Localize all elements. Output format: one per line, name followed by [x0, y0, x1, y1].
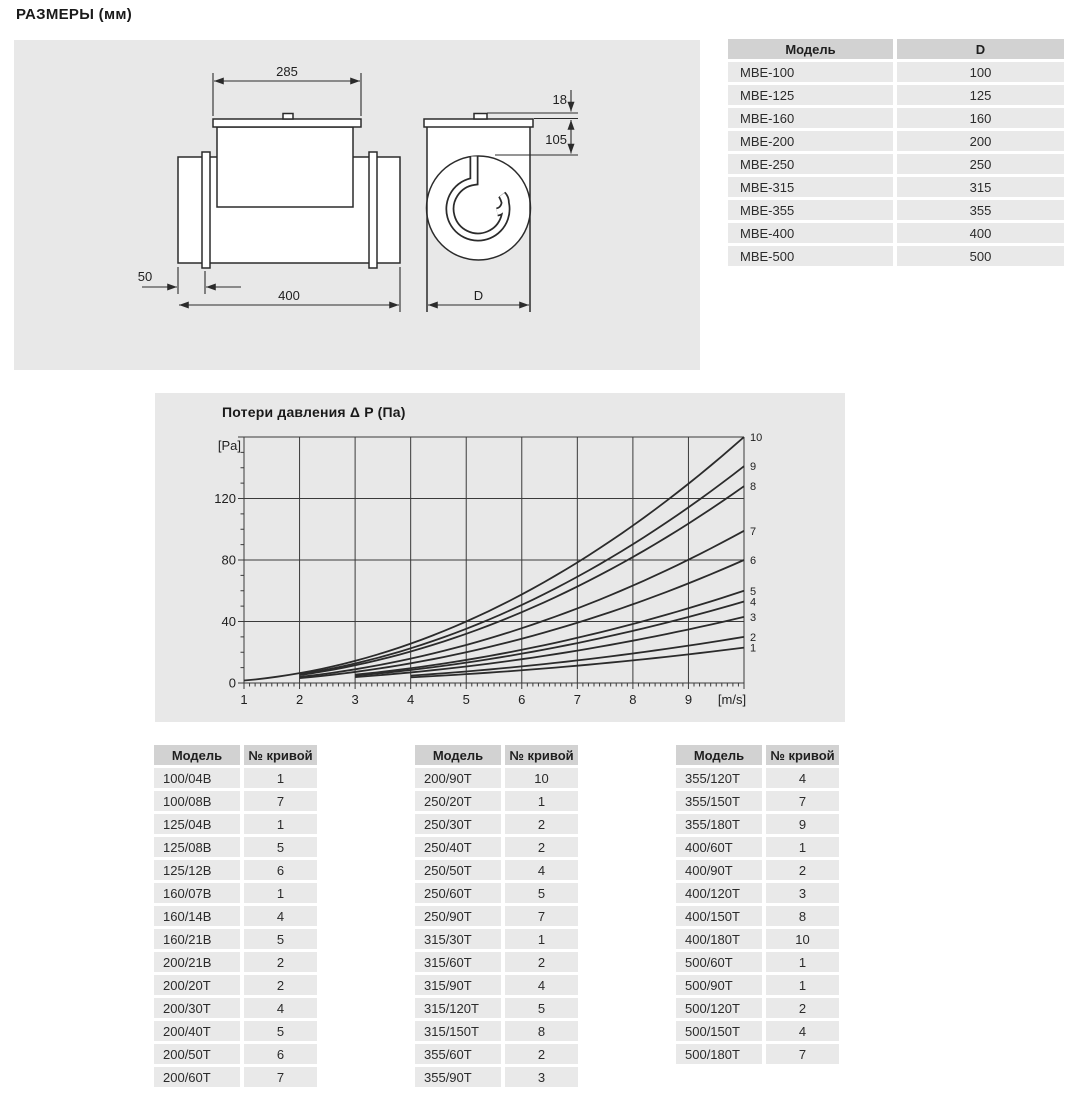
value-cell: 4 [766, 768, 839, 788]
model-cell: 125/04B [154, 814, 244, 834]
value-cell: 4 [244, 998, 317, 1018]
value-cell: 7 [766, 791, 839, 811]
y-tick-label: 120 [214, 491, 236, 506]
value-cell: 100 [897, 62, 1064, 82]
table-row [154, 1044, 317, 1064]
model-cell: 355/150T [676, 791, 766, 811]
table-row [676, 998, 839, 1018]
value-cell: 1 [766, 975, 839, 995]
model-cell: 250/40T [415, 837, 505, 857]
model-cell: 250/60T [415, 883, 505, 903]
casing-lid-side [213, 119, 361, 127]
value-cell: 1 [244, 814, 317, 834]
table-row [154, 860, 317, 880]
table-row [728, 223, 1064, 243]
model-cell: 125/12B [154, 860, 244, 880]
model-cell: 200/60T [154, 1067, 244, 1087]
curve-4 [355, 602, 744, 676]
model-cell: 400/90T [676, 860, 766, 880]
pressure-loss-chart [155, 393, 845, 722]
table-row [415, 1021, 578, 1041]
table-row [676, 975, 839, 995]
table-header-row [154, 745, 317, 765]
table-row [676, 860, 839, 880]
table-row [154, 906, 317, 926]
table-row [415, 998, 578, 1018]
model-cell: 160/07B [154, 883, 244, 903]
curve-label-4: 4 [750, 596, 757, 609]
table-row [154, 998, 317, 1018]
value-cell: 8 [505, 1021, 578, 1041]
model-cell: 400/60T [676, 837, 766, 857]
value-cell: 500 [897, 246, 1064, 266]
table-row [415, 975, 578, 995]
model-cell: 400/180T [676, 929, 766, 949]
lid-nub-front [474, 114, 487, 120]
model-cell: 200/21B [154, 952, 244, 972]
model-cell: 500/180T [676, 1044, 766, 1064]
value-cell: 125 [897, 85, 1064, 105]
value-cell: 7 [244, 1067, 317, 1087]
model-cell: 355/60T [415, 1044, 505, 1064]
model-cell: MBE-250 [728, 154, 897, 174]
table-row [676, 1044, 839, 1064]
model-cell: MBE-355 [728, 200, 897, 220]
model-cell: 355/90T [415, 1067, 505, 1087]
column-header: Модель [154, 745, 244, 765]
column-header: № кривой [766, 745, 839, 765]
right-flange-ring [369, 152, 377, 268]
value-cell: 160 [897, 108, 1064, 128]
table-row [154, 929, 317, 949]
value-cell: 1 [766, 952, 839, 972]
value-cell: 7 [244, 791, 317, 811]
model-cell: 315/90T [415, 975, 505, 995]
table-row [676, 768, 839, 788]
curve-10 [244, 437, 744, 681]
table-row [154, 791, 317, 811]
dim-105-label: 105 [545, 132, 567, 147]
model-cell: MBE-125 [728, 85, 897, 105]
x-tick-label: 2 [295, 692, 304, 707]
table-row [154, 1021, 317, 1041]
value-cell: 5 [505, 883, 578, 903]
model-cell: MBE-315 [728, 177, 897, 197]
value-cell: 355 [897, 200, 1064, 220]
table-row [676, 791, 839, 811]
y-tick-label: 0 [228, 675, 236, 691]
column-header: D [897, 39, 1064, 59]
model-cell: 400/120T [676, 883, 766, 903]
value-cell: 1 [244, 883, 317, 903]
value-cell: 2 [244, 952, 317, 972]
table-row [728, 62, 1064, 82]
y-axis-unit-label: [Pa] [217, 438, 241, 453]
value-cell: 315 [897, 177, 1064, 197]
x-tick-label: 5 [462, 692, 470, 707]
dim-18-label: 18 [552, 92, 567, 107]
curve-table-3-container [676, 742, 839, 1067]
x-tick-label: 4 [407, 692, 415, 707]
model-cell: 355/120T [676, 768, 766, 788]
table-row [676, 814, 839, 834]
model-cell: 125/08B [154, 837, 244, 857]
value-cell: 2 [505, 952, 578, 972]
value-cell: 8 [766, 906, 839, 926]
table-row [154, 768, 317, 788]
table-row [728, 246, 1064, 266]
table-header-row [676, 745, 839, 765]
model-cell: MBE-200 [728, 131, 897, 151]
value-cell: 3 [766, 883, 839, 903]
value-cell: 6 [244, 1044, 317, 1064]
curve-label-10: 10 [750, 432, 763, 444]
value-cell: 2 [505, 837, 578, 857]
dimensions-drawing [14, 40, 700, 370]
model-cell: 100/04B [154, 768, 244, 788]
page-title: РАЗМЕРЫ (мм) [16, 6, 133, 23]
table-row [415, 906, 578, 926]
dim-50-label: 50 [137, 269, 153, 284]
model-cell: 250/20T [415, 791, 505, 811]
model-cell: 200/90T [415, 768, 505, 788]
data-table [676, 742, 839, 1067]
model-cell: MBE-400 [728, 223, 897, 243]
x-tick-label: 8 [629, 692, 637, 707]
curve-table-2-container [415, 742, 578, 1090]
dim-400-label: 400 [278, 288, 300, 303]
value-cell: 3 [505, 1067, 578, 1087]
model-cell: 400/150T [676, 906, 766, 926]
table-row [728, 200, 1064, 220]
x-tick-label: 6 [518, 692, 526, 707]
curve-label-2: 2 [750, 631, 757, 644]
value-cell: 2 [766, 998, 839, 1018]
data-table [415, 742, 578, 1090]
model-cell: 200/30T [154, 998, 244, 1018]
model-cell: MBE-500 [728, 246, 897, 266]
curve-label-5: 5 [750, 585, 757, 598]
model-cell: 160/21B [154, 929, 244, 949]
table-row [154, 837, 317, 857]
model-cell: 500/90T [676, 975, 766, 995]
table-row [415, 1044, 578, 1064]
model-cell: 200/20T [154, 975, 244, 995]
x-tick-label: 1 [240, 692, 248, 707]
table-row [415, 791, 578, 811]
x-tick-label: 9 [684, 692, 693, 707]
value-cell: 4 [505, 860, 578, 880]
table-row [415, 929, 578, 949]
curve-label-6: 6 [750, 555, 757, 567]
x-axis-unit-label: [m/s] [717, 692, 747, 707]
value-cell: 4 [766, 1021, 839, 1041]
value-cell: 250 [897, 154, 1064, 174]
model-d-table-container [728, 36, 1064, 269]
value-cell: 7 [505, 906, 578, 926]
data-table [154, 742, 317, 1090]
model-cell: 200/40T [154, 1021, 244, 1041]
curve-table-1-container [154, 742, 317, 1090]
curve-label-7: 7 [750, 525, 757, 538]
model-cell: 315/30T [415, 929, 505, 949]
value-cell: 1 [244, 768, 317, 788]
model-cell: 200/50T [154, 1044, 244, 1064]
model-cell: 315/120T [415, 998, 505, 1018]
model-cell: 355/180T [676, 814, 766, 834]
dimensions-diagram-panel [14, 40, 700, 370]
value-cell: 200 [897, 131, 1064, 151]
y-tick-label: 40 [221, 614, 236, 629]
model-cell: 250/50T [415, 860, 505, 880]
column-header: Модель [415, 745, 505, 765]
value-cell: 5 [244, 1021, 317, 1041]
data-table [728, 36, 1064, 269]
value-cell: 2 [766, 860, 839, 880]
value-cell: 10 [505, 768, 578, 788]
column-header: № кривой [244, 745, 317, 765]
table-row [415, 952, 578, 972]
table-header-row [728, 39, 1064, 59]
table-header-row [415, 745, 578, 765]
table-row [415, 814, 578, 834]
table-row [154, 975, 317, 995]
heater-casing-side [217, 127, 353, 207]
value-cell: 2 [505, 814, 578, 834]
table-row [154, 952, 317, 972]
x-tick-label: 3 [351, 692, 359, 707]
value-cell: 2 [244, 975, 317, 995]
value-cell: 9 [766, 814, 839, 834]
value-cell: 1 [505, 791, 578, 811]
table-row [728, 177, 1064, 197]
column-header: Модель [728, 39, 897, 59]
model-cell: 315/60T [415, 952, 505, 972]
value-cell: 5 [244, 837, 317, 857]
table-row [154, 883, 317, 903]
model-cell: MBE-160 [728, 108, 897, 128]
value-cell: 400 [897, 223, 1064, 243]
casing-lid-front [424, 119, 533, 127]
table-row [728, 108, 1064, 128]
table-row [415, 1067, 578, 1087]
table-row [676, 883, 839, 903]
lid-nub-side [283, 114, 293, 120]
dim-285-label: 285 [276, 64, 298, 79]
value-cell: 1 [505, 929, 578, 949]
curve-label-3: 3 [750, 611, 757, 624]
model-cell: MBE-100 [728, 62, 897, 82]
table-row [415, 860, 578, 880]
table-row [415, 883, 578, 903]
model-cell: 500/60T [676, 952, 766, 972]
table-row [728, 85, 1064, 105]
value-cell: 10 [766, 929, 839, 949]
value-cell: 1 [766, 837, 839, 857]
model-cell: 500/150T [676, 1021, 766, 1041]
model-cell: 500/120T [676, 998, 766, 1018]
value-cell: 4 [244, 906, 317, 926]
table-row [728, 154, 1064, 174]
value-cell: 7 [766, 1044, 839, 1064]
column-header: Модель [676, 745, 766, 765]
table-row [154, 814, 317, 834]
model-cell: 160/14B [154, 906, 244, 926]
model-cell: 250/90T [415, 906, 505, 926]
curve-label-9: 9 [750, 461, 757, 474]
value-cell: 5 [505, 998, 578, 1018]
curve-label-8: 8 [750, 481, 757, 494]
value-cell: 4 [505, 975, 578, 995]
table-row [415, 768, 578, 788]
value-cell: 2 [505, 1044, 578, 1064]
x-tick-label: 7 [573, 692, 581, 707]
model-cell: 315/150T [415, 1021, 505, 1041]
table-row [676, 906, 839, 926]
curve-label-1: 1 [750, 642, 757, 655]
pressure-loss-chart-panel [155, 393, 845, 722]
chart-title: Потери давления Δ P (Па) [222, 404, 406, 420]
table-row [676, 1021, 839, 1041]
table-row [154, 1067, 317, 1087]
y-tick-label: 80 [221, 552, 236, 568]
table-row [676, 837, 839, 857]
value-cell: 6 [244, 860, 317, 880]
left-flange-ring [202, 152, 210, 268]
table-row [676, 952, 839, 972]
model-cell: 100/08B [154, 791, 244, 811]
value-cell: 5 [244, 929, 317, 949]
model-cell: 250/30T [415, 814, 505, 834]
dim-D-label: D [473, 288, 484, 303]
column-header: № кривой [505, 745, 578, 765]
table-row [728, 131, 1064, 151]
table-row [676, 929, 839, 949]
table-row [415, 837, 578, 857]
